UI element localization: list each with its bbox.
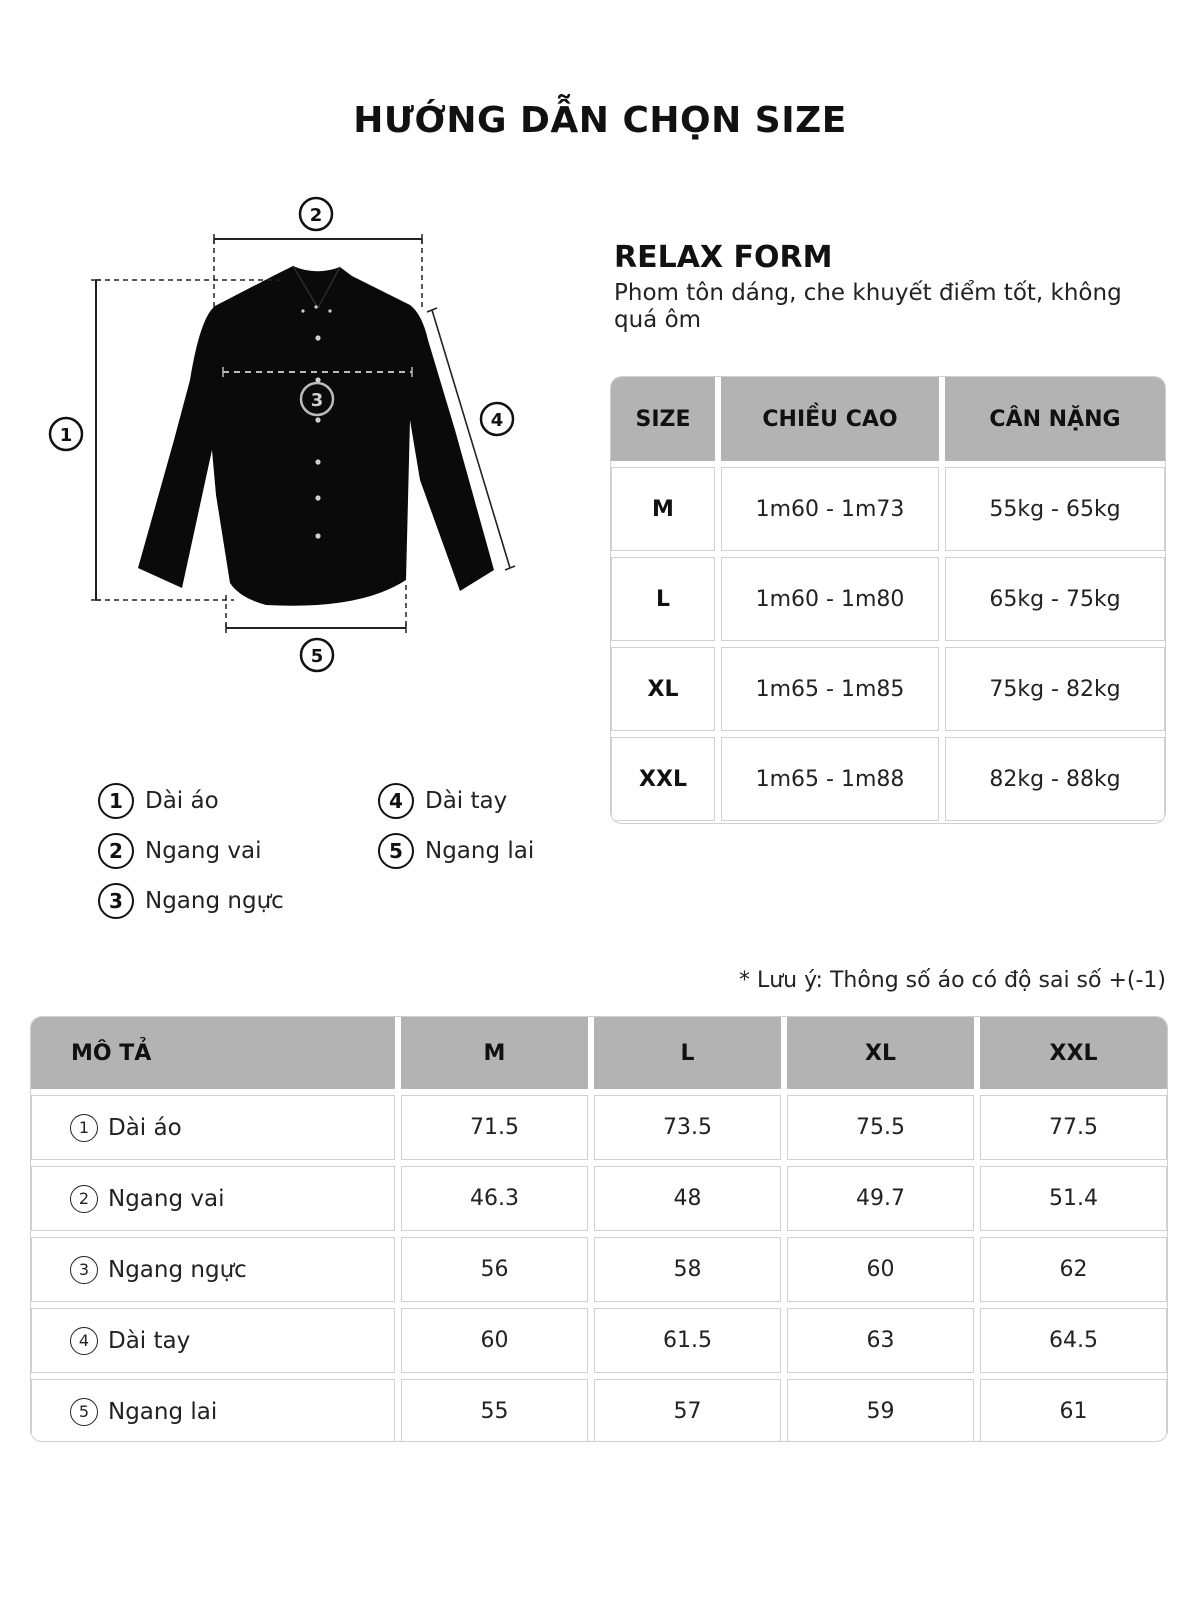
value-cell: 56 (401, 1237, 588, 1302)
value-cell: 55 (401, 1379, 588, 1442)
page-title: HƯỚNG DẪN CHỌN SIZE (353, 100, 847, 141)
table-row (31, 1095, 1167, 1160)
table-row (611, 737, 1165, 821)
measurement-table-header (31, 1017, 1167, 1089)
value-cell: 71.5 (401, 1095, 588, 1160)
size-cell: XXL (611, 737, 715, 821)
row-description (31, 1308, 395, 1373)
measurement-legend (98, 782, 568, 932)
size-cell: XL (611, 647, 715, 731)
shirt-silhouette (138, 266, 494, 606)
row-description (31, 1237, 395, 1302)
header-size-m: M (401, 1017, 588, 1089)
legend-label: Dài tay (425, 788, 508, 814)
legend-number: 3 (98, 883, 134, 919)
svg-text:5: 5 (310, 646, 324, 667)
row-description (31, 1166, 395, 1231)
value-cell: 48 (594, 1166, 781, 1231)
table-row (31, 1308, 1167, 1373)
row-label: Ngang vai (108, 1185, 225, 1212)
value-cell: 49.7 (787, 1166, 974, 1231)
value-cell: 60 (787, 1237, 974, 1302)
row-label: Ngang ngực (108, 1256, 247, 1283)
svg-text:4: 4 (490, 410, 504, 431)
legend-item-hem (378, 832, 534, 870)
legend-number: 1 (98, 783, 134, 819)
table-row (31, 1166, 1167, 1231)
svg-text:2: 2 (309, 205, 323, 226)
table-row (611, 467, 1165, 551)
header-description: MÔ TẢ (31, 1017, 395, 1089)
value-cell: 51.4 (980, 1166, 1167, 1231)
value-cell: 57 (594, 1379, 781, 1442)
size-cell: L (611, 557, 715, 641)
marker-1 (50, 418, 82, 450)
shirt-diagram (40, 190, 560, 690)
row-number: 1 (70, 1114, 98, 1142)
value-cell: 59 (787, 1379, 974, 1442)
value-cell: 61 (980, 1379, 1167, 1442)
legend-label: Dài áo (145, 788, 219, 814)
weight-cell: 82kg - 88kg (945, 737, 1165, 821)
measurement-table (30, 1016, 1168, 1442)
table-row (611, 557, 1165, 641)
marker-3 (301, 383, 333, 415)
header-size-l: L (594, 1017, 781, 1089)
marker-2 (300, 198, 332, 230)
svg-text:3: 3 (310, 390, 324, 411)
row-label: Ngang lai (108, 1398, 218, 1425)
legend-label: Ngang lai (425, 838, 535, 864)
legend-item-sleeve (378, 782, 507, 820)
value-cell: 75.5 (787, 1095, 974, 1160)
legend-number: 5 (378, 833, 414, 869)
table-row (31, 1379, 1167, 1442)
row-label: Dài áo (108, 1114, 182, 1141)
row-number: 2 (70, 1185, 98, 1213)
header-height: CHIỀU CAO (721, 377, 939, 461)
legend-item-chest (98, 882, 284, 920)
marker-5 (301, 639, 333, 671)
legend-label: Ngang vai (145, 838, 262, 864)
value-cell: 64.5 (980, 1308, 1167, 1373)
row-number: 4 (70, 1327, 98, 1355)
height-cell: 1m60 - 1m80 (721, 557, 939, 641)
marker-4 (481, 403, 513, 435)
header-size-xxl: XXL (980, 1017, 1167, 1089)
size-table (610, 376, 1166, 824)
size-cell: M (611, 467, 715, 551)
weight-cell: 75kg - 82kg (945, 647, 1165, 731)
row-label: Dài tay (108, 1327, 191, 1354)
value-cell: 73.5 (594, 1095, 781, 1160)
row-description (31, 1095, 395, 1160)
size-table-header (611, 377, 1165, 461)
value-cell: 62 (980, 1237, 1167, 1302)
form-title: RELAX FORM (614, 240, 833, 275)
legend-item-shoulder (98, 832, 261, 870)
row-number: 3 (70, 1256, 98, 1284)
height-cell: 1m65 - 1m88 (721, 737, 939, 821)
legend-number: 2 (98, 833, 134, 869)
value-cell: 61.5 (594, 1308, 781, 1373)
form-description: Phom tôn dáng, che khuyết điểm tốt, không quá ôm (614, 280, 1122, 333)
header-weight: CÂN NẶNG (945, 377, 1165, 461)
header-size: SIZE (611, 377, 715, 461)
weight-cell: 65kg - 75kg (945, 557, 1165, 641)
legend-label: Ngang ngực (145, 888, 284, 914)
value-cell: 58 (594, 1237, 781, 1302)
legend-item-length (98, 782, 219, 820)
header-size-xl: XL (787, 1017, 974, 1089)
row-description (31, 1379, 395, 1442)
value-cell: 46.3 (401, 1166, 588, 1231)
weight-cell: 55kg - 65kg (945, 467, 1165, 551)
table-row (611, 647, 1165, 731)
height-cell: 1m60 - 1m73 (721, 467, 939, 551)
value-cell: 63 (787, 1308, 974, 1373)
shirt-illustration (40, 190, 560, 690)
height-cell: 1m65 - 1m85 (721, 647, 939, 731)
row-number: 5 (70, 1398, 98, 1426)
value-cell: 77.5 (980, 1095, 1167, 1160)
table-row (31, 1237, 1167, 1302)
value-cell: 60 (401, 1308, 588, 1373)
tolerance-note: * Lưu ý: Thông số áo có độ sai số +(-1) (738, 968, 1166, 993)
svg-text:1: 1 (59, 425, 73, 446)
legend-number: 4 (378, 783, 414, 819)
